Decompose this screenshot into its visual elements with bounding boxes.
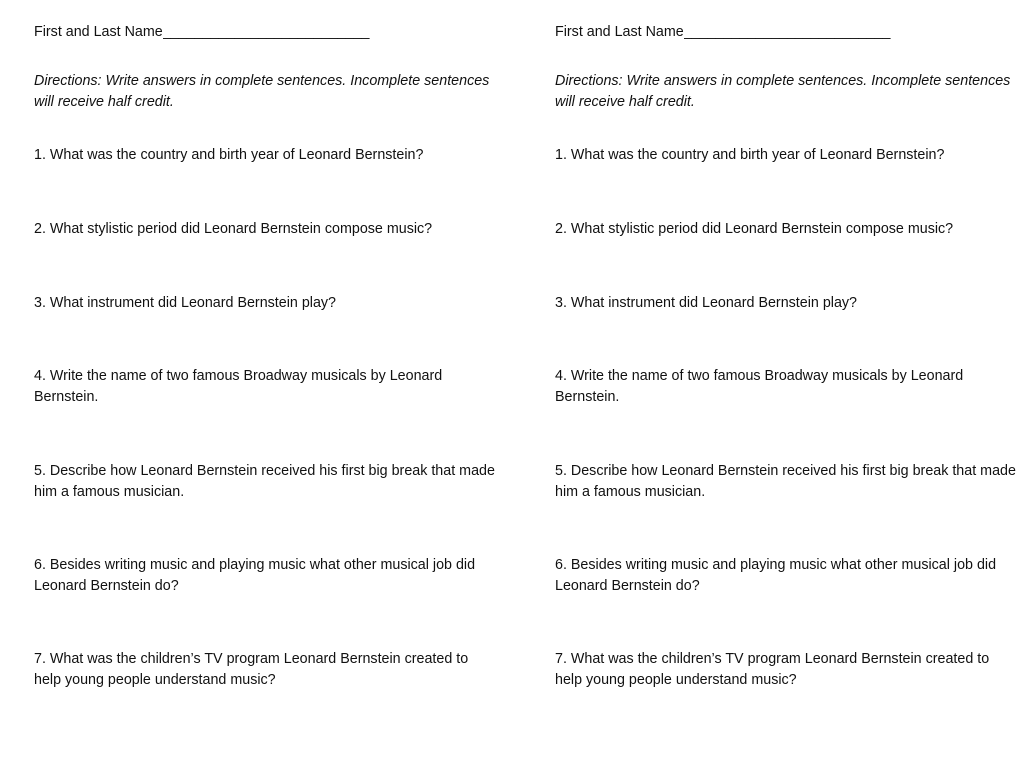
question-2: 2. What stylistic period did Leonard Bernstein compose music? — [34, 221, 433, 237]
question-4: 4. Write the name of two famous Broadway musicals by Leonard Bernstein. — [555, 368, 964, 405]
directions: Directions: Write answers in complete sentences. Incomplete sentences will receive half credit. — [555, 73, 1011, 110]
worksheet-copy-right — [555, 0, 1020, 768]
name-label: First and Last Name — [555, 24, 684, 40]
question-5: 5. Describe how Leonard Bernstein received his first big break that made him a famous musician. — [555, 463, 1016, 500]
name-line — [34, 22, 499, 43]
question-3: 3. What instrument did Leonard Bernstein play? — [555, 295, 857, 311]
question-2: 2. What stylistic period did Leonard Bernstein compose music? — [555, 221, 954, 237]
worksheet-copy-left — [34, 0, 499, 768]
question-6: 6. Besides writing music and playing music what other musical job did Leonard Bernstein do? — [34, 557, 476, 594]
question-4: 4. Write the name of two famous Broadway musicals by Leonard Bernstein. — [34, 368, 443, 405]
question-7: 7. What was the children’s TV program Leonard Bernstein created to help young people understand music? — [34, 651, 469, 688]
name-blank: __________________________ — [162, 24, 370, 40]
directions: Directions: Write answers in complete sentences. Incomplete sentences will receive half credit. — [34, 73, 490, 110]
question-7: 7. What was the children’s TV program Leonard Bernstein created to help young people understand music? — [555, 651, 990, 688]
question-1: 1. What was the country and birth year of Leonard Bernstein? — [555, 147, 945, 163]
question-6: 6. Besides writing music and playing music what other musical job did Leonard Bernstein do? — [555, 557, 997, 594]
name-label: First and Last Name — [34, 24, 163, 40]
question-3: 3. What instrument did Leonard Bernstein play? — [34, 295, 336, 311]
name-blank: __________________________ — [683, 24, 891, 40]
question-1: 1. What was the country and birth year of Leonard Bernstein? — [34, 147, 424, 163]
name-line — [555, 22, 1020, 43]
question-5: 5. Describe how Leonard Bernstein received his first big break that made him a famous musician. — [34, 463, 495, 500]
